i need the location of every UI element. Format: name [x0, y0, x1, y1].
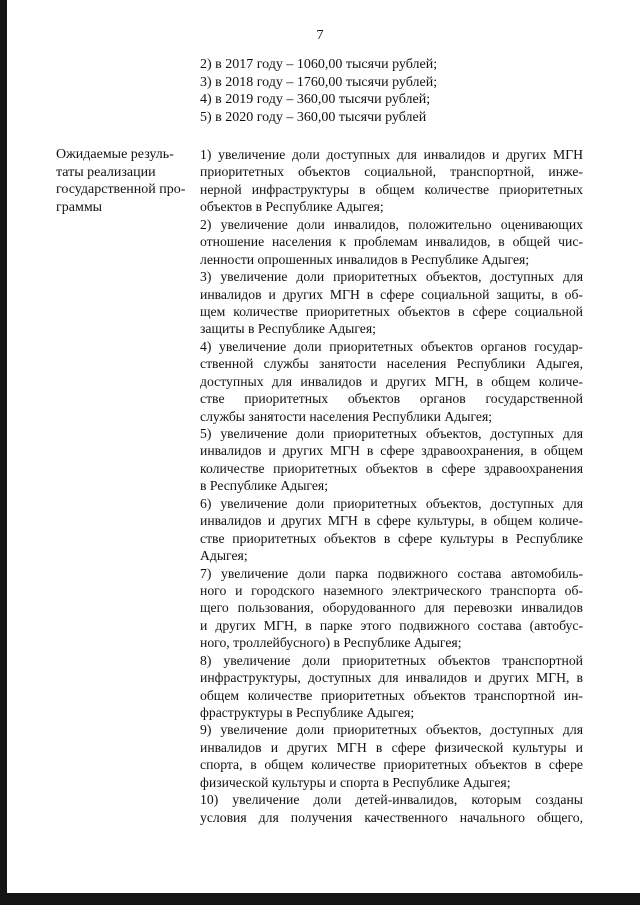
results-line: количестве приоритетных объектов в сфере здравоохранения: [200, 460, 583, 476]
results-line: ного и городского наземного электрического транспорта об-: [200, 582, 583, 598]
results-line: службы занятости населения Республики Адыгея;: [200, 408, 493, 424]
results-line: ленности опрошенных инвалидов в Республике Адыгея;: [200, 251, 530, 267]
results-line: объектов в Республике Адыгея;: [200, 199, 384, 215]
results-line: спорта, в общем количестве приоритетных объектов в сфере: [200, 757, 583, 773]
results-line: Адыгея;: [200, 548, 248, 564]
page-number: 7: [316, 28, 324, 43]
results-line: фраструктуры в Республике Адыгея;: [200, 705, 415, 720]
funding-list: [200, 56, 590, 127]
results-line: 5) увеличение доли приоритетных объектов, доступных для: [200, 426, 583, 441]
funding-line: 2) в 2017 году – 1060,00 тысячи рублей;: [200, 57, 438, 72]
results-line: отношение населения к проблемам инвалидов, в общей чис-: [200, 234, 583, 250]
funding-line: 3) в 2018 году – 1760,00 тысячи рублей;: [200, 74, 438, 90]
results-line: 4) увеличение доли приоритетных объектов органов государ-: [200, 338, 583, 354]
results-line: условия для получения качественного начального общего,: [200, 809, 583, 825]
section-label-line: таты реализации: [56, 164, 156, 180]
results-line: общем количестве приоритетных объектов транспортной ин-: [200, 687, 583, 703]
results-line: 3) увеличение доли приоритетных объектов, доступных для: [200, 269, 583, 285]
results-line: 8) увеличение доли приоритетных объектов транспортной: [200, 652, 583, 668]
results-line: инфраструктуры, доступных для инвалидов и других МГН, в: [200, 670, 583, 686]
funding-line: 4) в 2019 году – 360,00 тысячи рублей;: [200, 92, 431, 108]
results-line: щем количестве приоритетных объектов в сфере социальной: [200, 303, 583, 319]
section-label: [56, 146, 186, 216]
results-line: доступных для инвалидов и других МГН, в общем количе-: [200, 373, 583, 389]
section-label-line: граммы: [56, 199, 103, 215]
results-line: и других МГН, в парке этого подвижного состава (автобус-: [200, 617, 583, 633]
scan-border-left: [0, 0, 7, 905]
results-line: приоритетных объектов социальной, транспортной, инже-: [200, 164, 583, 180]
results-line: 6) увеличение доли приоритетных объектов, доступных для: [200, 495, 583, 511]
results-line: 2) увеличение доли инвалидов, положительно оценивающих: [200, 216, 583, 232]
results-line: инвалидов и других МГН в сфере здравоохранения, в общем: [200, 443, 583, 459]
results-line: физической культуры и спорта в Республике Адыгея;: [200, 774, 511, 790]
results-line: в Республике Адыгея;: [200, 478, 329, 494]
results-line: инвалидов и других МГН в сфере культуры, в общем количе-: [200, 513, 583, 529]
section-label-line: Ожидаемые резуль-: [56, 147, 174, 162]
results-line: стве приоритетных объектов органов государственной: [200, 391, 583, 407]
results-line: инвалидов и других МГН в сфере социальной защиты, в об-: [200, 286, 583, 302]
results-line: ственной службы занятости населения Республики Адыгея,: [200, 356, 583, 372]
scan-border-bottom: [0, 893, 640, 905]
results-line: 1) увеличение доли доступных для инвалидов и других МГН: [200, 147, 583, 162]
results-line: нерной инфраструктуры в общем количестве приоритетных: [200, 181, 583, 197]
results-line: 9) увеличение доли приоритетных объектов, доступных для: [200, 722, 583, 738]
section-label-line: государственной про-: [56, 182, 186, 198]
results-line: 10) увеличение доли детей-инвалидов, которым созданы: [200, 792, 583, 808]
results-line: щего пользования, оборудованного для перевозки инвалидов: [200, 600, 583, 616]
results-line: стве приоритетных объектов в сфере культуры в Республике: [200, 530, 583, 546]
results-line: 7) увеличение доли парка подвижного состава автомобиль-: [200, 565, 583, 581]
results-line: ного, троллейбусного) в Республике Адыгея;: [200, 635, 462, 651]
results-line: инвалидов и других МГН в сфере физической культуры и: [200, 739, 583, 755]
funding-line: 5) в 2020 году – 360,00 тысячи рублей: [200, 110, 427, 126]
expected-results-text: [200, 146, 583, 826]
results-line: защиты в Республике Адыгея;: [200, 321, 376, 337]
